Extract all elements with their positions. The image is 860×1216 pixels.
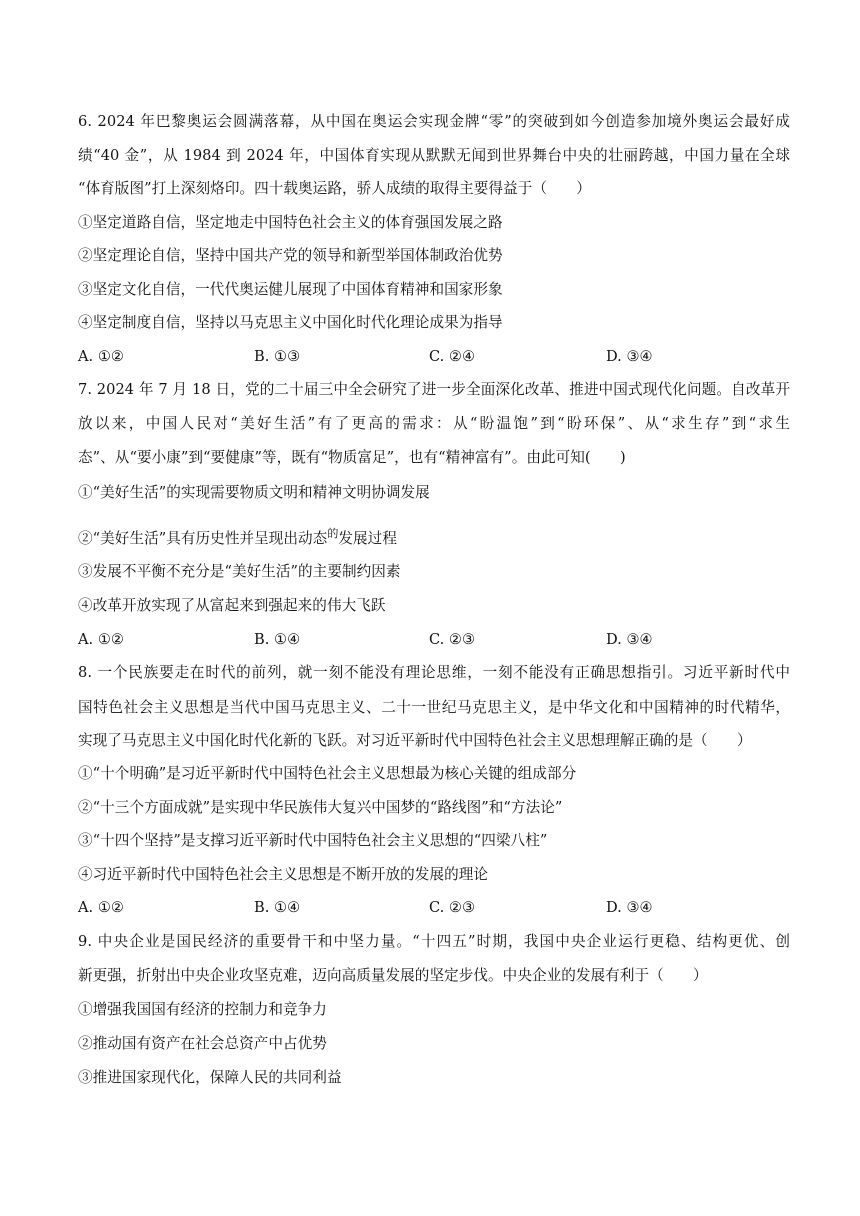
answer-options (78, 898, 790, 918)
option-c[interactable]: C. ②④ (429, 348, 476, 365)
statement-item: ③“十四个坚持”是支撑习近平新时代中国特色社会主义思想的“四梁八柱” (78, 832, 548, 849)
option-b[interactable]: B. ①③ (254, 348, 301, 365)
question-text-line: 态”、从“要小康”到“要健康”等，既有“物质富足”，也有“精神富有”。由此可知( ) (78, 449, 626, 466)
question-text-line: 绩“40 金”，从 1984 到 2024 年，中国体育实现从默默无闻到世界舞台中央的壮丽跨越，中国力量在全球 (78, 147, 790, 164)
statement-item: ③推进国家现代化，保障人民的共同利益 (78, 1069, 342, 1086)
answer-options (78, 630, 790, 650)
option-a[interactable]: A. ①② (78, 631, 124, 648)
option-a[interactable]: A. ①② (78, 899, 124, 916)
option-a[interactable]: A. ①② (78, 348, 124, 365)
statement-item: ②推动国有资产在社会总资产中占优势 (78, 1035, 327, 1052)
option-c[interactable]: C. ②③ (429, 899, 476, 916)
question-text-line: 7. 2024 年 7 月 18 日，党的二十届三中全会研究了进一步全面深化改革、推进中国式现代化问题。自改革开 (78, 381, 790, 398)
statement-item: ③发展不平衡不充分是“美好生活”的主要制约因素 (78, 563, 401, 580)
statement-item-head: ②“美好生活”具有历史性并呈现出动态 (78, 530, 328, 547)
option-d[interactable]: D. ③④ (606, 348, 653, 365)
option-b[interactable]: B. ①④ (254, 631, 301, 648)
option-b[interactable]: B. ①④ (254, 899, 301, 916)
statement-item: ④习近平新时代中国特色社会主义思想是不断开放的发展的理论 (78, 866, 489, 883)
statement-item (78, 524, 790, 549)
statement-item: ①“十个明确”是习近平新时代中国特色社会主义思想最为核心关键的组成部分 (78, 765, 577, 782)
statement-item: ①“美好生活”的实现需要物质文明和精神文明协调发展 (78, 484, 430, 501)
question-text-line: 8. 一个民族要走在时代的前列，就一刻不能没有理论思维，一刻不能没有正确思想指引。习近平新时代中 (78, 664, 790, 681)
question-text-line: 6. 2024 年巴黎奥运会圆满落幕，从中国在奥运会实现金牌“零”的突破到如今创造参加境外奥运会最好成 (78, 113, 790, 130)
statement-item: ③坚定文化自信，一代代奥运健儿展现了中国体育精神和国家形象 (78, 281, 503, 298)
question-text-line: 新更强，折射出中央企业攻坚克难，迈向高质量发展的坚定步伐。中央企业的发展有利于（ ） (78, 967, 708, 984)
option-d[interactable]: D. ③④ (606, 631, 653, 648)
statement-item: ②坚定理论自信，坚持中国共产党的领导和新型举国体制政治优势 (78, 247, 503, 264)
answer-options (78, 347, 790, 367)
option-d[interactable]: D. ③④ (606, 899, 653, 916)
statement-item: ④坚定制度自信，坚持以马克思主义中国化时代化理论成果为指导 (78, 314, 503, 331)
question-text-line: “体育版图”打上深刻烙印。四十载奥运路，骄人成绩的取得主要得益于（ ） (78, 180, 591, 197)
question-text-line: 实现了马克思主义中国化时代化新的飞跃。对习近平新时代中国特色社会主义思想理解正确的是（ ） (78, 732, 752, 749)
option-c[interactable]: C. ②③ (429, 631, 476, 648)
statement-item-small-char: 的 (327, 527, 339, 540)
statement-item: ①坚定道路自信，坚定地走中国特色社会主义的体育强国发展之路 (78, 214, 503, 231)
question-text-line: 国特色社会主义思想是当代中国马克思主义、二十一世纪马克思主义，是中华文化和中国精神的时代精华， (78, 699, 790, 716)
statement-item: ④改革开放实现了从富起来到强起来的伟大飞跃 (78, 597, 386, 614)
question-text-line: 放以来，中国人民对“美好生活”有了更高的需求：从“盼温饱”到“盼环保”、从“求生存”到“求生 (78, 415, 790, 432)
statement-item: ②“十三个方面成就”是实现中华民族伟大复兴中国梦的“路线图”和“方法论” (78, 799, 563, 816)
question-text-line: 9. 中央企业是国民经济的重要骨干和中坚力量。“十四五”时期，我国中央企业运行更稳、结构更优、创 (78, 933, 790, 950)
statement-item: ①增强我国国有经济的控制力和竞争力 (78, 1001, 327, 1018)
statement-item-tail: 发展过程 (338, 530, 397, 547)
